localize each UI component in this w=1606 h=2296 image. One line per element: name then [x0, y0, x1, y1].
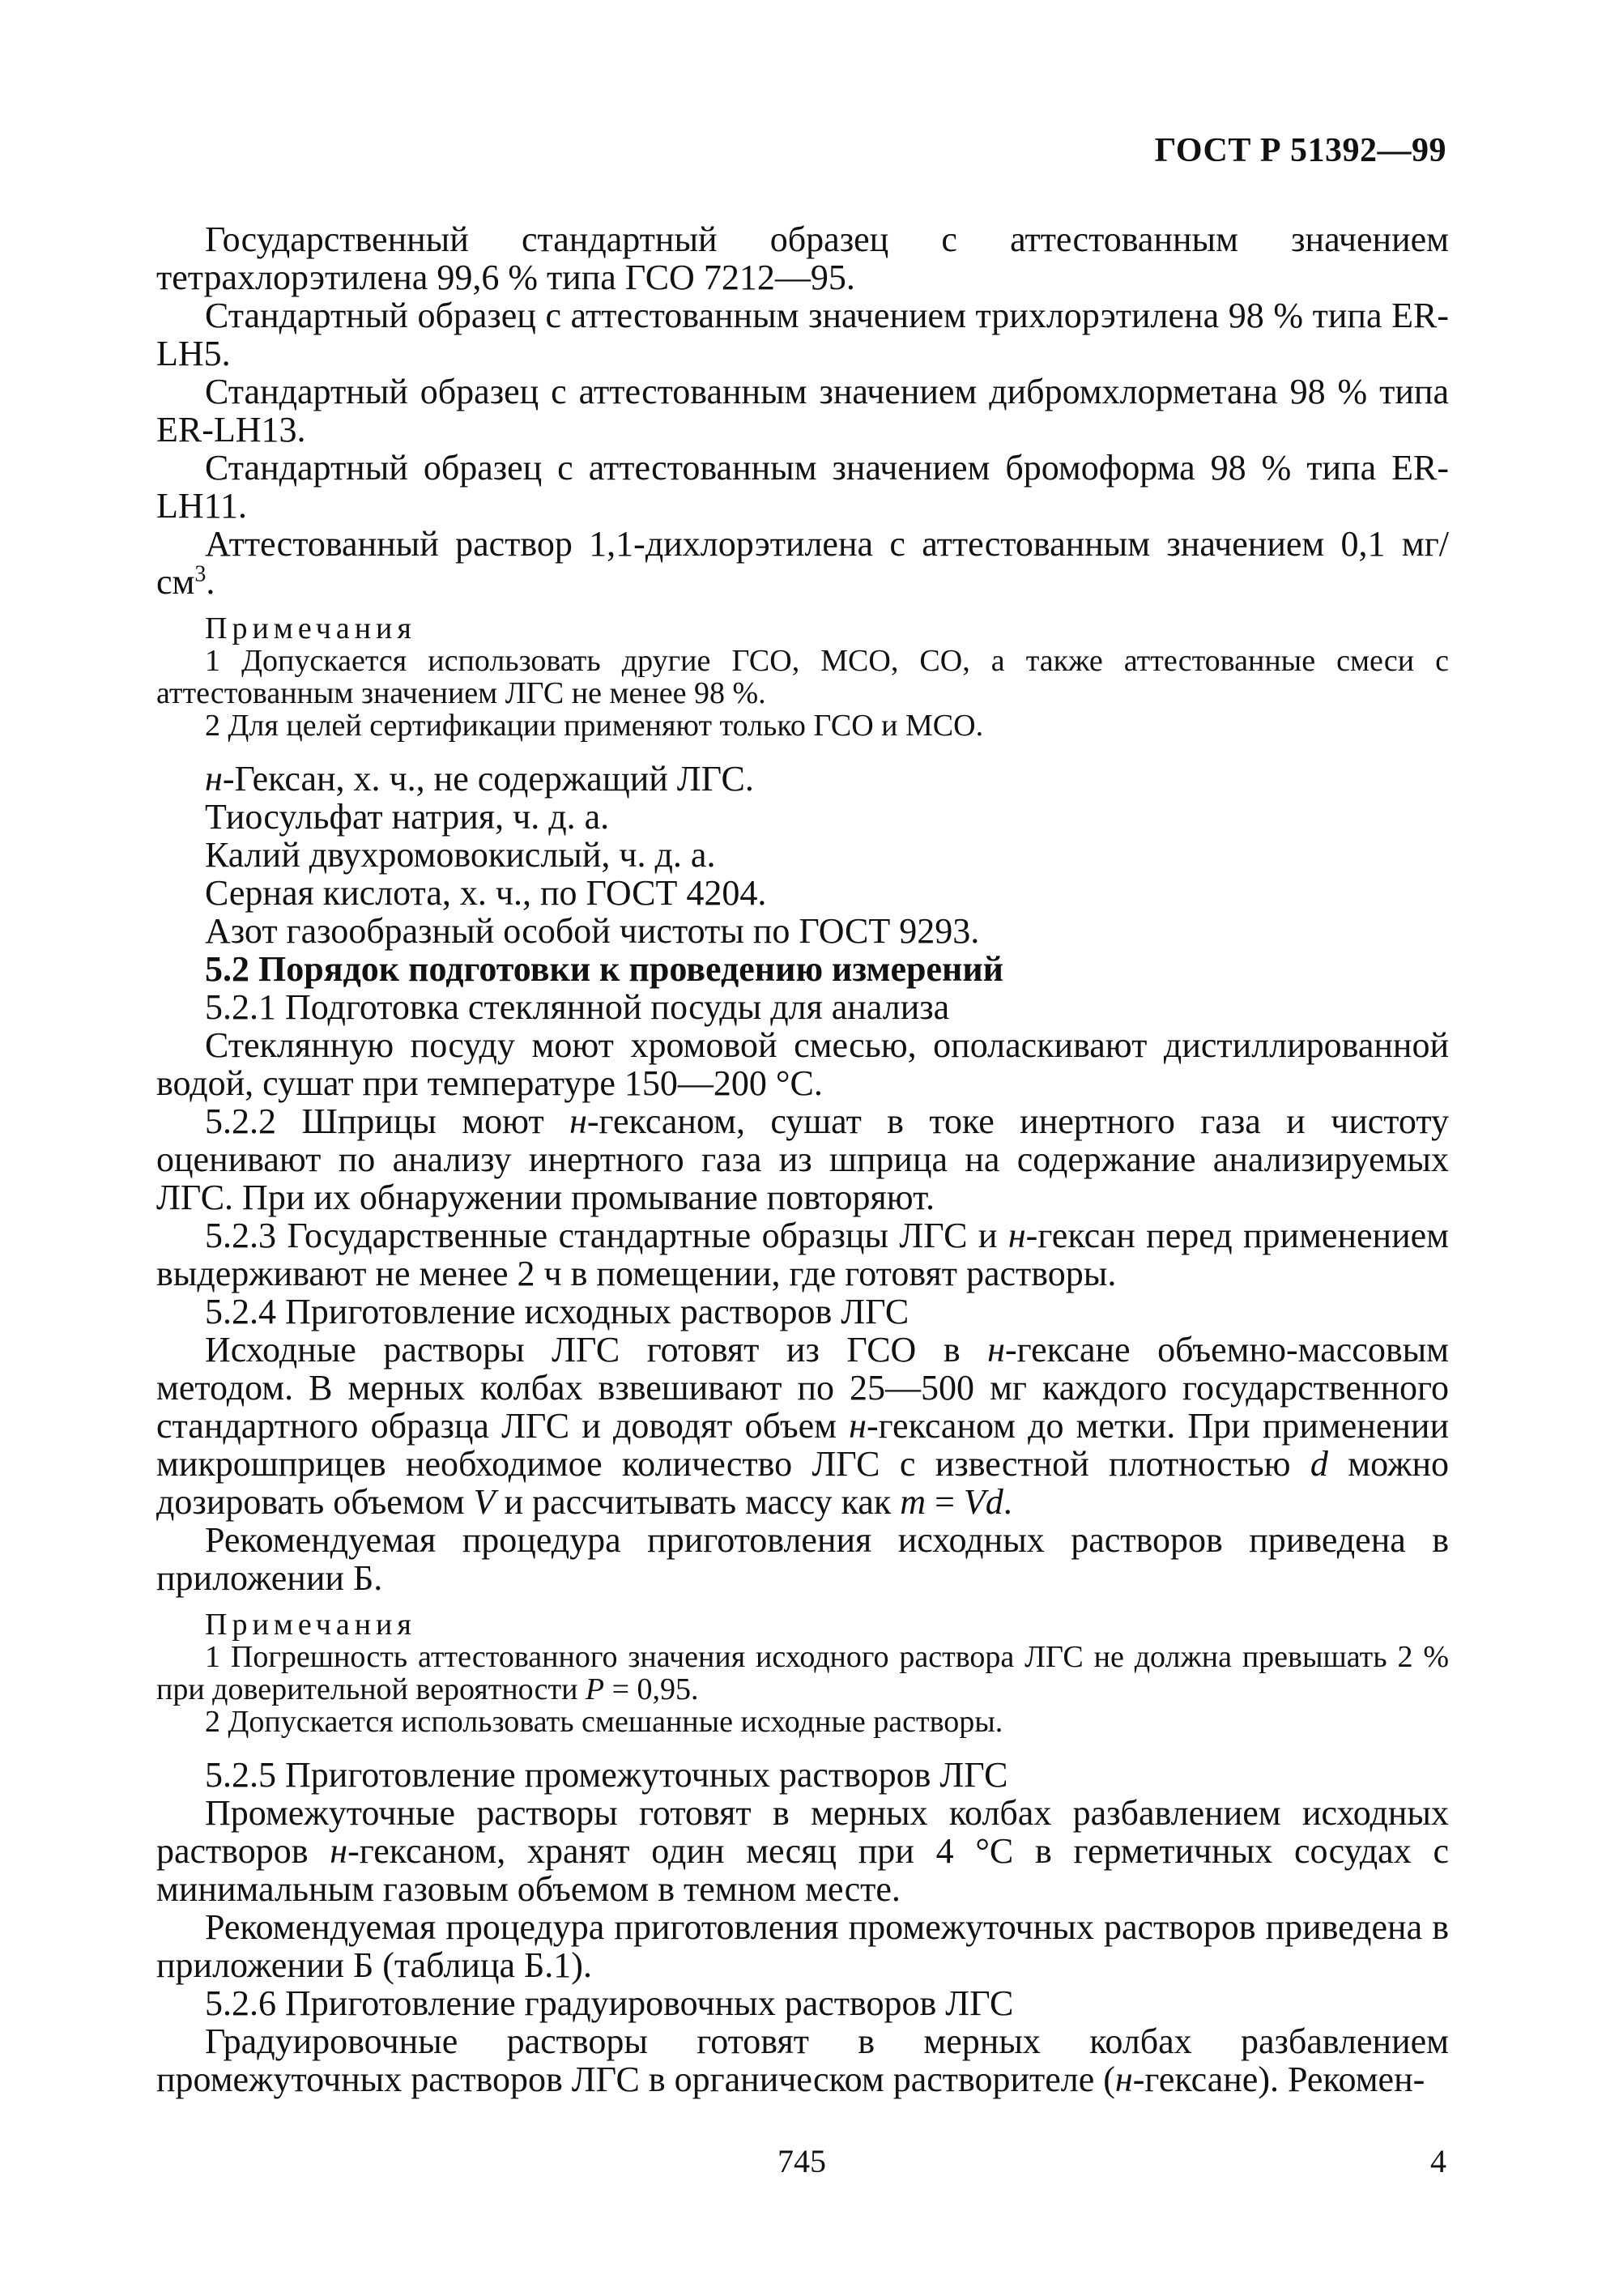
subsection-heading-5-2-6: 5.2.6 Приготовление градуировочных растворов ЛГС	[205, 1983, 1014, 2023]
note-2-1	[156, 1641, 1449, 1706]
paragraph-reference-5	[156, 525, 1449, 601]
italic-n: н	[1114, 2060, 1133, 2099]
text-span: и рассчитывать массу как	[495, 1482, 901, 1522]
text-span: Промежуточные растворы готовят в мерных колбах разбавлением исходных растворов	[156, 1793, 1449, 1871]
page-index: 4	[1430, 2143, 1446, 2179]
superscript: 3	[194, 561, 207, 587]
text-span: .	[206, 562, 215, 602]
text-span: 1 Погрешность аттестованного значения исходного раствора ЛГС не должна превышать 2 % при доверительной вероятности	[156, 1640, 1449, 1706]
text-span: -гексан перед применением выдерживают не менее 2 ч в помещении, где готовят растворы.	[156, 1216, 1450, 1293]
paragraph-reference-4: Стандартный образец с аттестованным значением бромоформа 98 % типа ER-LH11.	[156, 448, 1449, 526]
paragraph-5-2-5-recommendation: Рекомендуемая процедура приготовления промежуточных растворов приведена в приложении Б (таблица Б.1).	[156, 1907, 1449, 1985]
paragraph-reference-3: Стандартный образец с аттестованным значением дибромхлорметана 98 % типа ER-LH13.	[156, 372, 1449, 449]
text-span: -гексаном, сушат в токе инертного газа и чистоту оценивают по анализу инертного газа из шприца на содержание анализируемых ЛГС. При их обнаружении промывание повторяют.	[156, 1101, 1449, 1217]
note-2-2: 2 Допускается использовать смешанные исходные растворы.	[205, 1705, 1003, 1739]
text-span: Аттестованный раствор 1,1-дихлорэтилена с аттестованным значением 0,1 мг/см	[156, 524, 1449, 602]
italic-n: н	[569, 1101, 587, 1141]
text-span: -гексане). Рекомен-	[1132, 2060, 1425, 2099]
italic-d: d	[1310, 1444, 1328, 1484]
text-span: =	[926, 1482, 964, 1522]
italic-vd: Vd	[963, 1482, 1003, 1522]
document-code-header: ГОСТ Р 51392—99	[1154, 132, 1446, 169]
text-span: .	[1003, 1482, 1012, 1522]
paragraph-5-2-4-recommendation: Рекомендуемая процедура приготовления исходных растворов приведена в приложении Б.	[156, 1520, 1449, 1598]
spacer	[156, 1738, 1449, 1756]
italic-n: н	[330, 1831, 348, 1871]
italic-m: m	[900, 1482, 927, 1522]
text-span: можно дозировать объемом	[156, 1444, 1449, 1522]
italic-n: н	[849, 1406, 867, 1446]
text-span: Градуировочные растворы готовят в мерных колбах разбавлением промежуточных растворов ЛГС в органическом растворителе (	[156, 2021, 1449, 2099]
text-span: -Гексан, х. ч., не содержащий ЛГС.	[222, 759, 754, 799]
italic-p: Р	[585, 1672, 605, 1706]
note-1-2: 2 Для целей сертификации применяют только ГСО и МСО.	[205, 709, 984, 743]
italic-v: V	[473, 1482, 496, 1522]
subsection-heading-5-2-4: 5.2.4 Приготовление исходных растворов ЛГС	[205, 1292, 909, 1331]
section-heading-5-2: 5.2 Порядок подготовки к проведению измерений	[205, 949, 1004, 989]
paragraph-reference-2: Стандартный образец с аттестованным значением трихлорэтилена 98 % типа ER-LH5.	[156, 296, 1449, 373]
reagent-hexane	[156, 760, 1449, 798]
note-1-1: 1 Допускается использовать другие ГСО, МСО, СО, а также аттестованные смеси с аттестованным значением ЛГС не менее 98 %.	[156, 644, 1449, 710]
document-body	[156, 220, 1449, 2098]
paragraph-5-2-4	[156, 1331, 1449, 1521]
italic-n: н	[1007, 1216, 1026, 1255]
text-span: -гексаном до метки. При применении микрошприцев необходимое количество ЛГС с известной плотностью	[156, 1406, 1449, 1484]
paragraph-5-2-3	[156, 1216, 1449, 1293]
page-number: 745	[777, 2143, 826, 2179]
text-span: Исходные растворы ЛГС готовят из ГСО в	[205, 1330, 988, 1370]
subsection-heading-5-2-5: 5.2.5 Приготовление промежуточных растворов ЛГС	[205, 1755, 1008, 1795]
spacer	[156, 742, 1449, 760]
reagent-nitrogen: Азот газообразный особой чистоты по ГОСТ 9293.	[205, 911, 980, 951]
italic-n: н	[205, 759, 223, 799]
reagent-sulfuric-acid: Серная кислота, х. ч., по ГОСТ 4204.	[205, 873, 767, 913]
reagent-sodium-thiosulfate: Тиосульфат натрия, ч. д. а.	[205, 797, 610, 837]
paragraph-5-2-5	[156, 1794, 1449, 1908]
paragraph-reference-1: Государственный стандартный образец с аттестованным значением тетрахлорэтилена 99,6 % типа ГСО 7212—95.	[156, 219, 1449, 297]
text-span: -гексаном, хранят один месяц при 4 °С в герметичных сосудах с минимальным газовым объемом в темном месте.	[156, 1831, 1449, 1909]
notes-heading-2: Примечания	[205, 1608, 416, 1642]
notes-heading-1: Примечания	[205, 611, 416, 645]
subsection-heading-5-2-1: 5.2.1 Подготовка стеклянной посуды для анализа	[205, 987, 950, 1027]
paragraph-5-2-1: Стеклянную посуду моют хромовой смесью, ополаскивают дистиллированной водой, сушат при температуре 150—200 °С.	[156, 1025, 1449, 1103]
paragraph-5-2-2	[156, 1102, 1449, 1216]
text-span: 5.2.2 Шприцы моют	[205, 1101, 570, 1141]
reagent-potassium-dichromate: Калий двухромовокислый, ч. д. а.	[205, 835, 716, 875]
paragraph-5-2-6	[156, 2022, 1449, 2098]
text-span: = 0,95.	[604, 1672, 699, 1706]
text-span: 5.2.3 Государственные стандартные образцы ЛГС и	[205, 1216, 1008, 1255]
text-span: -гексане объемно-массовым методом. В мерных колбах взвешивают по 25—500 мг каждого государственного стандартного образца ЛГС и доводят объем	[156, 1330, 1449, 1446]
italic-n: н	[987, 1330, 1005, 1370]
